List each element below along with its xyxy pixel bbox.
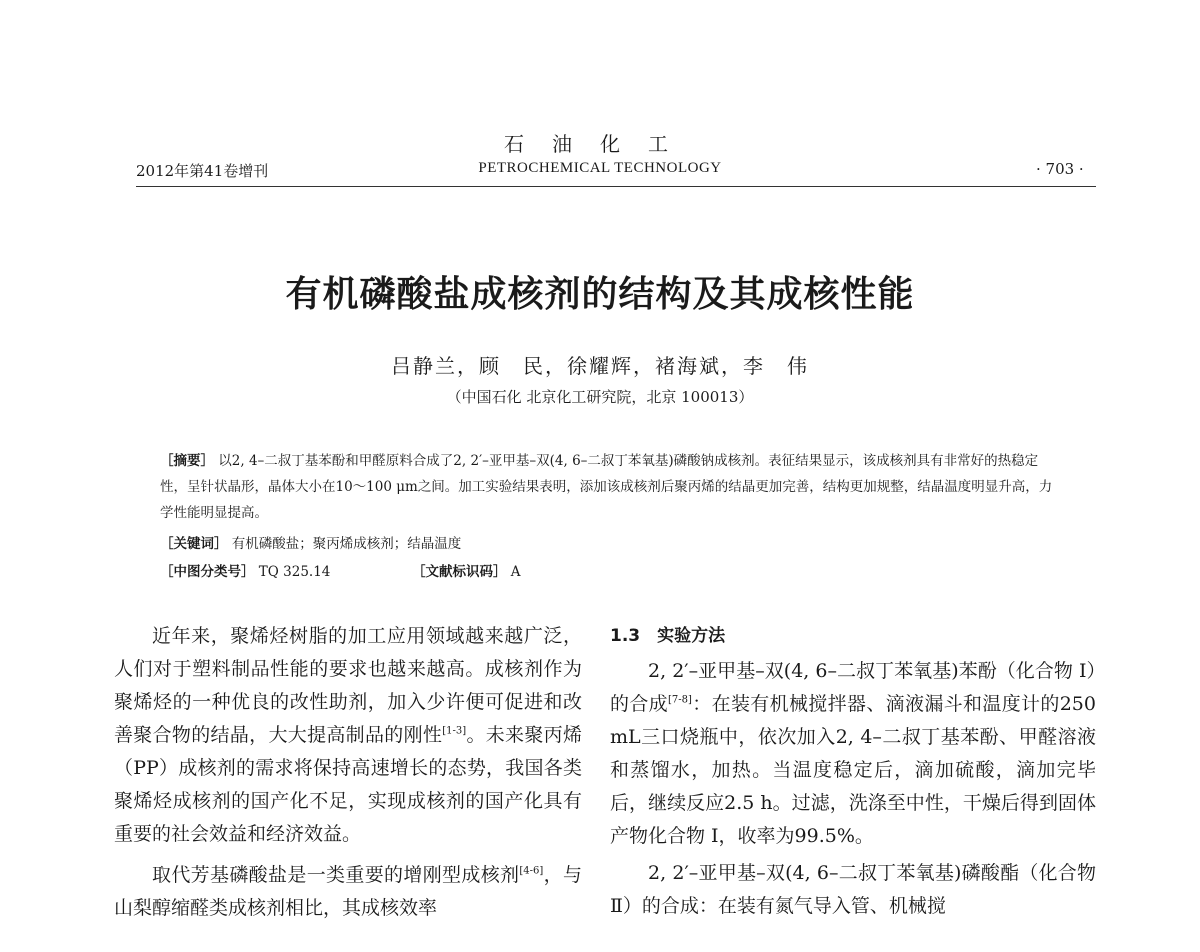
author-list: 吕静兰，顾 民，徐耀辉，褚海斌，李 伟 (391, 354, 809, 378)
abstract-text: 以2, 4–二叔丁基苯酚和甲醛原料合成了2, 2′–亚甲基–双(4, 6–二叔丁苯氧基)磷酸钠成核剂。表征结果显示，该成核剂具有非常好的热稳定性，呈针状晶形，晶体大小在10～100 μm之间。加工实验结果表明，添加该成核剂后聚丙烯的结晶更加完善，结构更加规整，结晶温度明显升高，力学性能明显提高。 (160, 453, 1053, 521)
doc-code-label: ［文献标识码］ (412, 564, 507, 580)
paragraph: 取代芳基磷酸盐是一类重要的增刚型成核剂[4-6]，与山梨醇缩醛类成核剂相比，其成核效率 (114, 864, 582, 919)
paragraph: 近年来，聚烯烃树脂的加工应用领域越来越广泛，人们对于塑料制品性能的要求也越来越高。成核剂作为聚烯烃的一种优良的改性助剂，加入少许便可促进和改善聚合物的结晶，大大提高制品的刚性[1-3]。未来聚丙烯（PP）成核剂的需求将保持高速增长的态势，我国各类聚烯烃成核剂的国产化不足，实现成核剂的国产化具有重要的社会效益和经济效益。 (114, 625, 582, 845)
document-code (412, 560, 521, 580)
clc-label: ［中图分类号］ (160, 564, 255, 580)
body-left-column (114, 620, 582, 925)
header-rule (136, 186, 1096, 187)
doc-code-value: A (510, 564, 521, 580)
journal-title-english: PETROCHEMICAL TECHNOLOGY (478, 160, 722, 176)
page-number: · 703 · (1036, 160, 1084, 178)
abstract (160, 448, 1060, 526)
issue-info: 2012年第41卷增刊 (136, 162, 269, 180)
journal-title-chinese: 石油化工 (504, 132, 696, 156)
paragraph: 2, 2′–亚甲基–双(4, 6–二叔丁苯氧基)苯酚（化合物 Ⅰ）的合成[7-8]：在装有机械搅拌器、滴液漏斗和温度计的250 mL三口烧瓶中，依次加入2, 4–二叔丁基苯酚、甲醛溶液和蒸馏水，加热。当温度稳定后，滴加硫酸，滴加完毕后，继续反应2.5 h。过滤，洗涤至中性，干燥后得到固体产物化合物 Ⅰ，收率为99.5%。 (610, 660, 1096, 847)
article-title: 有机磷酸盐成核剂的结构及其成核性能 (285, 274, 915, 315)
keywords-label: ［关键词］ (160, 536, 228, 552)
keywords-text: 有机磷酸盐；聚丙烯成核剂；结晶温度 (231, 536, 462, 552)
citation: [4-6] (519, 865, 544, 877)
citation: [1-3] (442, 725, 467, 737)
citation: [7-8] (668, 694, 692, 706)
abstract-label: ［摘要］ (160, 453, 214, 469)
clc-value: TQ 325.14 (258, 564, 331, 580)
paragraph: 2, 2′–亚甲基–双(4, 6–二叔丁苯氧基)磷酸酯（化合物 Ⅱ）的合成：在装有氮气导入管、机械搅 (610, 862, 1096, 917)
section-heading: 1.3 实验方法 (610, 626, 726, 646)
body-right-column (610, 620, 1096, 923)
keywords (160, 532, 461, 552)
affiliation: （中国石化 北京化工研究院，北京 100013） (446, 388, 754, 406)
clc-number (160, 560, 330, 580)
